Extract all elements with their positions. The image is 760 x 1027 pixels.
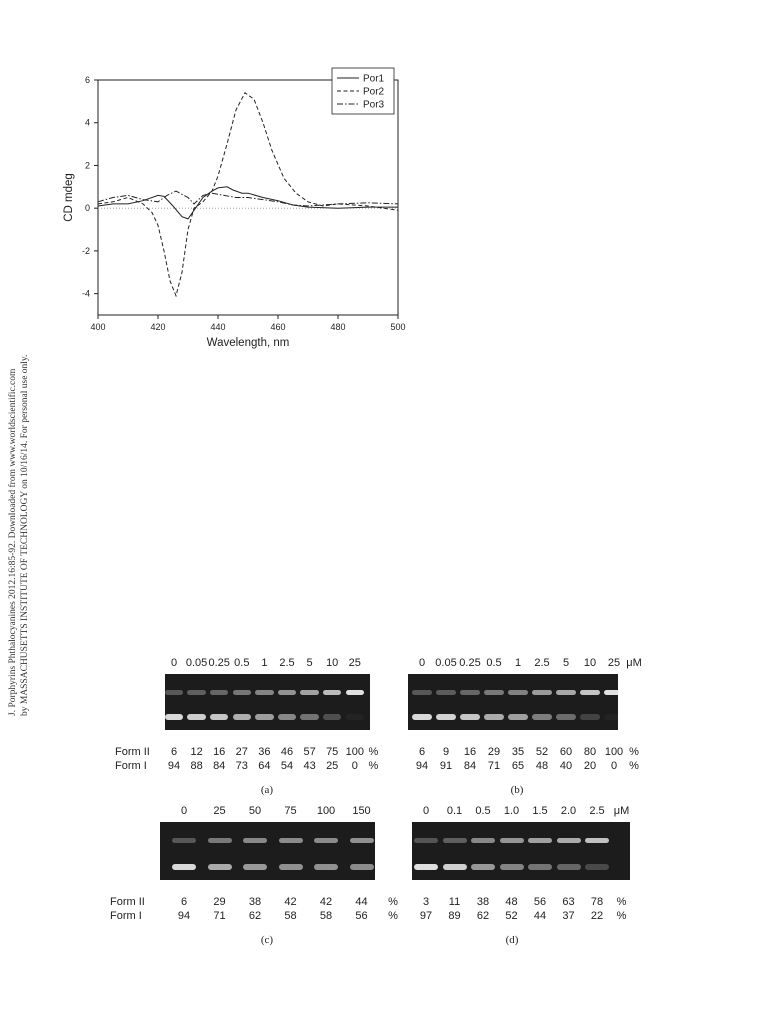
form-i-band [323, 714, 342, 720]
form-i-band [580, 714, 600, 720]
form-ii-percent: 42 [319, 896, 333, 908]
form-ii-band [414, 838, 438, 843]
lane-concentration: 1 [514, 657, 522, 669]
form-ii-percent: 29 [487, 746, 501, 758]
form-ii-band [300, 690, 319, 695]
form-ii-band [233, 690, 252, 695]
form-ii-row-label: Form II [115, 746, 150, 758]
form-i-band [208, 864, 232, 870]
percent-unit: % [368, 746, 379, 758]
lane-concentration: 0.5 [475, 805, 491, 817]
form-i-percent: 52 [505, 910, 518, 922]
form-ii-percent: 12 [190, 746, 203, 758]
form-i-band [556, 714, 576, 720]
form-ii-band [172, 838, 196, 843]
lane-concentration: 2.5 [589, 805, 605, 817]
lane-concentration: 0 [418, 657, 426, 669]
form-ii-percent: 80 [583, 746, 597, 758]
form-i-percent: 0 [610, 760, 618, 772]
lane-concentration: 0 [180, 805, 188, 817]
form-ii-band [604, 690, 618, 695]
form-i-percent: 94 [177, 910, 191, 922]
form-ii-percent: 36 [258, 746, 271, 758]
lane-concentration: 10 [326, 657, 339, 669]
lane-concentration: 0 [170, 657, 178, 669]
legend-entry: Por3 [363, 99, 385, 111]
form-i-row-label: Form I [115, 760, 147, 772]
lane-concentration: 25 [348, 657, 361, 669]
form-ii-percent: 46 [280, 746, 294, 758]
panel-caption: (b) [510, 784, 524, 796]
form-ii-percent: 16 [463, 746, 477, 758]
form-ii-band [460, 690, 480, 695]
form-i-percent: 97 [419, 910, 433, 922]
form-i-percent: 62 [476, 910, 490, 922]
x-tick-label: 440 [210, 322, 226, 332]
gel-panel-c [110, 805, 398, 946]
form-i-percent: 58 [284, 910, 297, 922]
form-ii-percent: 27 [235, 746, 248, 758]
lane-concentration: 2.5 [534, 657, 550, 669]
form-ii-percent: 9 [442, 746, 450, 758]
form-ii-band [471, 838, 495, 843]
gel-panel-d [412, 805, 647, 946]
form-i-band [412, 714, 432, 720]
form-ii-band [556, 690, 576, 695]
form-i-band [528, 864, 552, 870]
form-ii-band [314, 838, 338, 843]
form-i-band [350, 864, 374, 870]
form-ii-percent: 56 [533, 896, 547, 908]
gel-image [412, 822, 630, 880]
form-ii-band [279, 838, 303, 843]
form-ii-percent: 100 [345, 746, 364, 758]
percent-unit: % [388, 896, 398, 908]
form-ii-percent: 6 [170, 746, 178, 758]
form-i-percent: 91 [439, 760, 453, 772]
form-ii-band [346, 690, 365, 695]
x-tick-label: 480 [330, 322, 346, 332]
percent-unit: % [368, 760, 379, 772]
form-ii-band [187, 690, 206, 695]
form-ii-percent: 3 [422, 896, 430, 908]
lane-concentration: 0.05 [185, 657, 208, 669]
form-i-band [314, 864, 338, 870]
form-i-band [279, 864, 303, 870]
form-i-percent: 94 [415, 760, 429, 772]
lane-concentration: 0.25 [459, 657, 481, 669]
form-ii-percent: 57 [303, 746, 316, 758]
form-i-percent: 71 [213, 910, 226, 922]
lane-concentration: 0.25 [208, 657, 230, 669]
form-i-percent: 84 [213, 760, 226, 772]
form-i-band [532, 714, 552, 720]
lane-concentration: 150 [352, 805, 371, 817]
form-ii-band [243, 838, 267, 843]
y-axis-label: CD mdeg [63, 173, 75, 222]
lane-concentration: 5 [306, 657, 313, 669]
lane-concentration: 2.5 [279, 657, 295, 669]
form-ii-percent: 6 [180, 896, 188, 908]
x-tick-label: 500 [390, 322, 406, 332]
form-ii-band [443, 838, 467, 843]
form-ii-percent: 48 [505, 896, 518, 908]
form-i-percent: 94 [167, 760, 181, 772]
form-i-band [414, 864, 438, 870]
lane-concentration: 75 [284, 805, 297, 817]
form-ii-band [165, 690, 183, 695]
form-i-band [255, 714, 274, 720]
form-i-band [300, 714, 319, 720]
lane-concentration: 0 [422, 805, 430, 817]
percent-unit: % [629, 760, 639, 772]
panel-caption: (a) [260, 784, 274, 796]
x-tick-label: 420 [150, 322, 166, 332]
form-ii-band [208, 838, 232, 843]
form-i-percent: 89 [448, 910, 461, 922]
lane-concentration: 25 [607, 657, 621, 669]
form-i-percent: 62 [248, 910, 262, 922]
form-i-percent: 37 [562, 910, 575, 922]
form-ii-band [484, 690, 504, 695]
form-i-band [604, 714, 618, 720]
y-tick-label: -4 [81, 288, 90, 299]
form-ii-band [557, 838, 581, 843]
y-tick-label: 2 [84, 160, 90, 171]
lane-concentration: 10 [583, 657, 597, 669]
form-i-percent: 43 [303, 760, 316, 772]
lane-concentration: 50 [248, 805, 262, 817]
form-ii-percent: 78 [590, 896, 604, 908]
form-ii-band [255, 690, 274, 695]
form-ii-band [412, 690, 432, 695]
y-tick-label: 4 [84, 117, 90, 128]
form-ii-percent: 63 [562, 896, 575, 908]
form-i-percent: 48 [535, 760, 549, 772]
form-ii-band [528, 838, 552, 843]
form-i-band [557, 864, 581, 870]
form-i-band [484, 714, 504, 720]
form-i-band [460, 714, 480, 720]
form-ii-percent: 38 [248, 896, 262, 908]
gel-image [160, 822, 375, 880]
percent-unit: % [616, 896, 627, 908]
form-i-band [243, 864, 267, 870]
lane-concentration: 0.5 [486, 657, 502, 669]
form-ii-percent: 100 [604, 746, 624, 758]
form-ii-percent: 29 [213, 896, 226, 908]
percent-unit: % [616, 910, 627, 922]
lane-concentration: 0.1 [446, 805, 463, 817]
form-i-percent: 25 [326, 760, 339, 772]
form-ii-band [532, 690, 552, 695]
form-ii-band [508, 690, 528, 695]
gel-panel-b [405, 657, 642, 796]
form-i-percent: 54 [280, 760, 294, 772]
form-ii-band [580, 690, 600, 695]
gel-panel-a [115, 657, 400, 796]
form-ii-percent: 11 [448, 896, 461, 908]
form-i-band [436, 714, 456, 720]
lane-concentration: 1.0 [503, 805, 520, 817]
form-i-percent: 84 [463, 760, 477, 772]
form-ii-band [210, 690, 229, 695]
download-notice [4, 318, 34, 718]
form-i-percent: 64 [258, 760, 271, 772]
form-i-row-label: Form I [110, 910, 142, 922]
panel-caption: (d) [505, 934, 519, 946]
form-ii-percent: 52 [535, 746, 549, 758]
lane-concentration: 1 [261, 657, 268, 669]
form-i-percent: 22 [590, 910, 604, 922]
form-ii-percent: 16 [213, 746, 226, 758]
form-i-percent: 0 [351, 760, 358, 772]
form-ii-percent: 35 [511, 746, 525, 758]
lane-concentration: 100 [316, 805, 336, 817]
form-i-band [500, 864, 524, 870]
concentration-unit: μM [626, 657, 642, 669]
lane-concentration: 0.05 [435, 657, 457, 669]
cd-spectrum-chart [60, 60, 410, 360]
form-i-band [233, 714, 252, 720]
form-i-percent: 88 [190, 760, 203, 772]
lane-concentration: 5 [562, 657, 570, 669]
concentration-unit: μM [613, 805, 630, 817]
form-i-band [165, 714, 183, 720]
form-i-percent: 40 [559, 760, 573, 772]
y-tick-label: -2 [81, 245, 90, 256]
form-ii-percent: 44 [355, 896, 368, 908]
series-line-por2 [98, 93, 398, 296]
gel-image [408, 674, 618, 730]
form-i-band [346, 714, 365, 720]
lane-concentration: 1.5 [532, 805, 548, 817]
form-i-percent: 58 [319, 910, 333, 922]
form-ii-band [323, 690, 342, 695]
form-i-percent: 73 [235, 760, 248, 772]
form-ii-percent: 75 [326, 746, 339, 758]
x-axis-label: Wavelength, nm [206, 337, 290, 349]
form-i-band [471, 864, 495, 870]
form-ii-row-label: Form II [110, 896, 145, 908]
form-i-band [278, 714, 297, 720]
gel-image [165, 674, 370, 730]
form-ii-percent: 38 [476, 896, 490, 908]
form-i-band [508, 714, 528, 720]
form-i-percent: 44 [533, 910, 547, 922]
download-notice-line1: J. Porphyrins Phthalocyanines 2012.16:85-92. Downloaded from www.worldscientific.com [8, 368, 18, 716]
x-tick-label: 460 [270, 322, 286, 332]
form-ii-band [350, 838, 374, 843]
download-notice-line2: by MASSACHUSETTS INSTITUTE OF TECHNOLOGY on 10/16/14. For personal use only. [20, 354, 30, 716]
form-ii-band [500, 838, 524, 843]
form-i-band [585, 864, 609, 870]
y-tick-label: 6 [84, 75, 90, 85]
form-ii-percent: 6 [418, 746, 426, 758]
panel-caption: (c) [260, 934, 274, 946]
form-ii-percent: 42 [284, 896, 297, 908]
percent-unit: % [629, 746, 639, 758]
lane-concentration: 0.5 [234, 657, 250, 669]
form-i-band [443, 864, 467, 870]
form-i-percent: 20 [583, 760, 597, 772]
form-ii-band [278, 690, 297, 695]
legend-entry: Por1 [363, 73, 385, 85]
x-tick-label: 400 [90, 322, 106, 332]
form-ii-band [585, 838, 609, 843]
legend-entry: Por2 [363, 86, 385, 98]
lane-concentration: 2.0 [560, 805, 577, 817]
percent-unit: % [388, 910, 398, 922]
form-i-band [172, 864, 196, 870]
form-i-percent: 65 [511, 760, 525, 772]
form-i-band [210, 714, 229, 720]
form-i-band [187, 714, 206, 720]
y-tick-label: 0 [84, 203, 90, 214]
form-i-percent: 56 [355, 910, 368, 922]
form-ii-percent: 60 [559, 746, 573, 758]
form-i-percent: 71 [487, 760, 501, 772]
lane-concentration: 25 [213, 805, 226, 817]
form-ii-band [436, 690, 456, 695]
